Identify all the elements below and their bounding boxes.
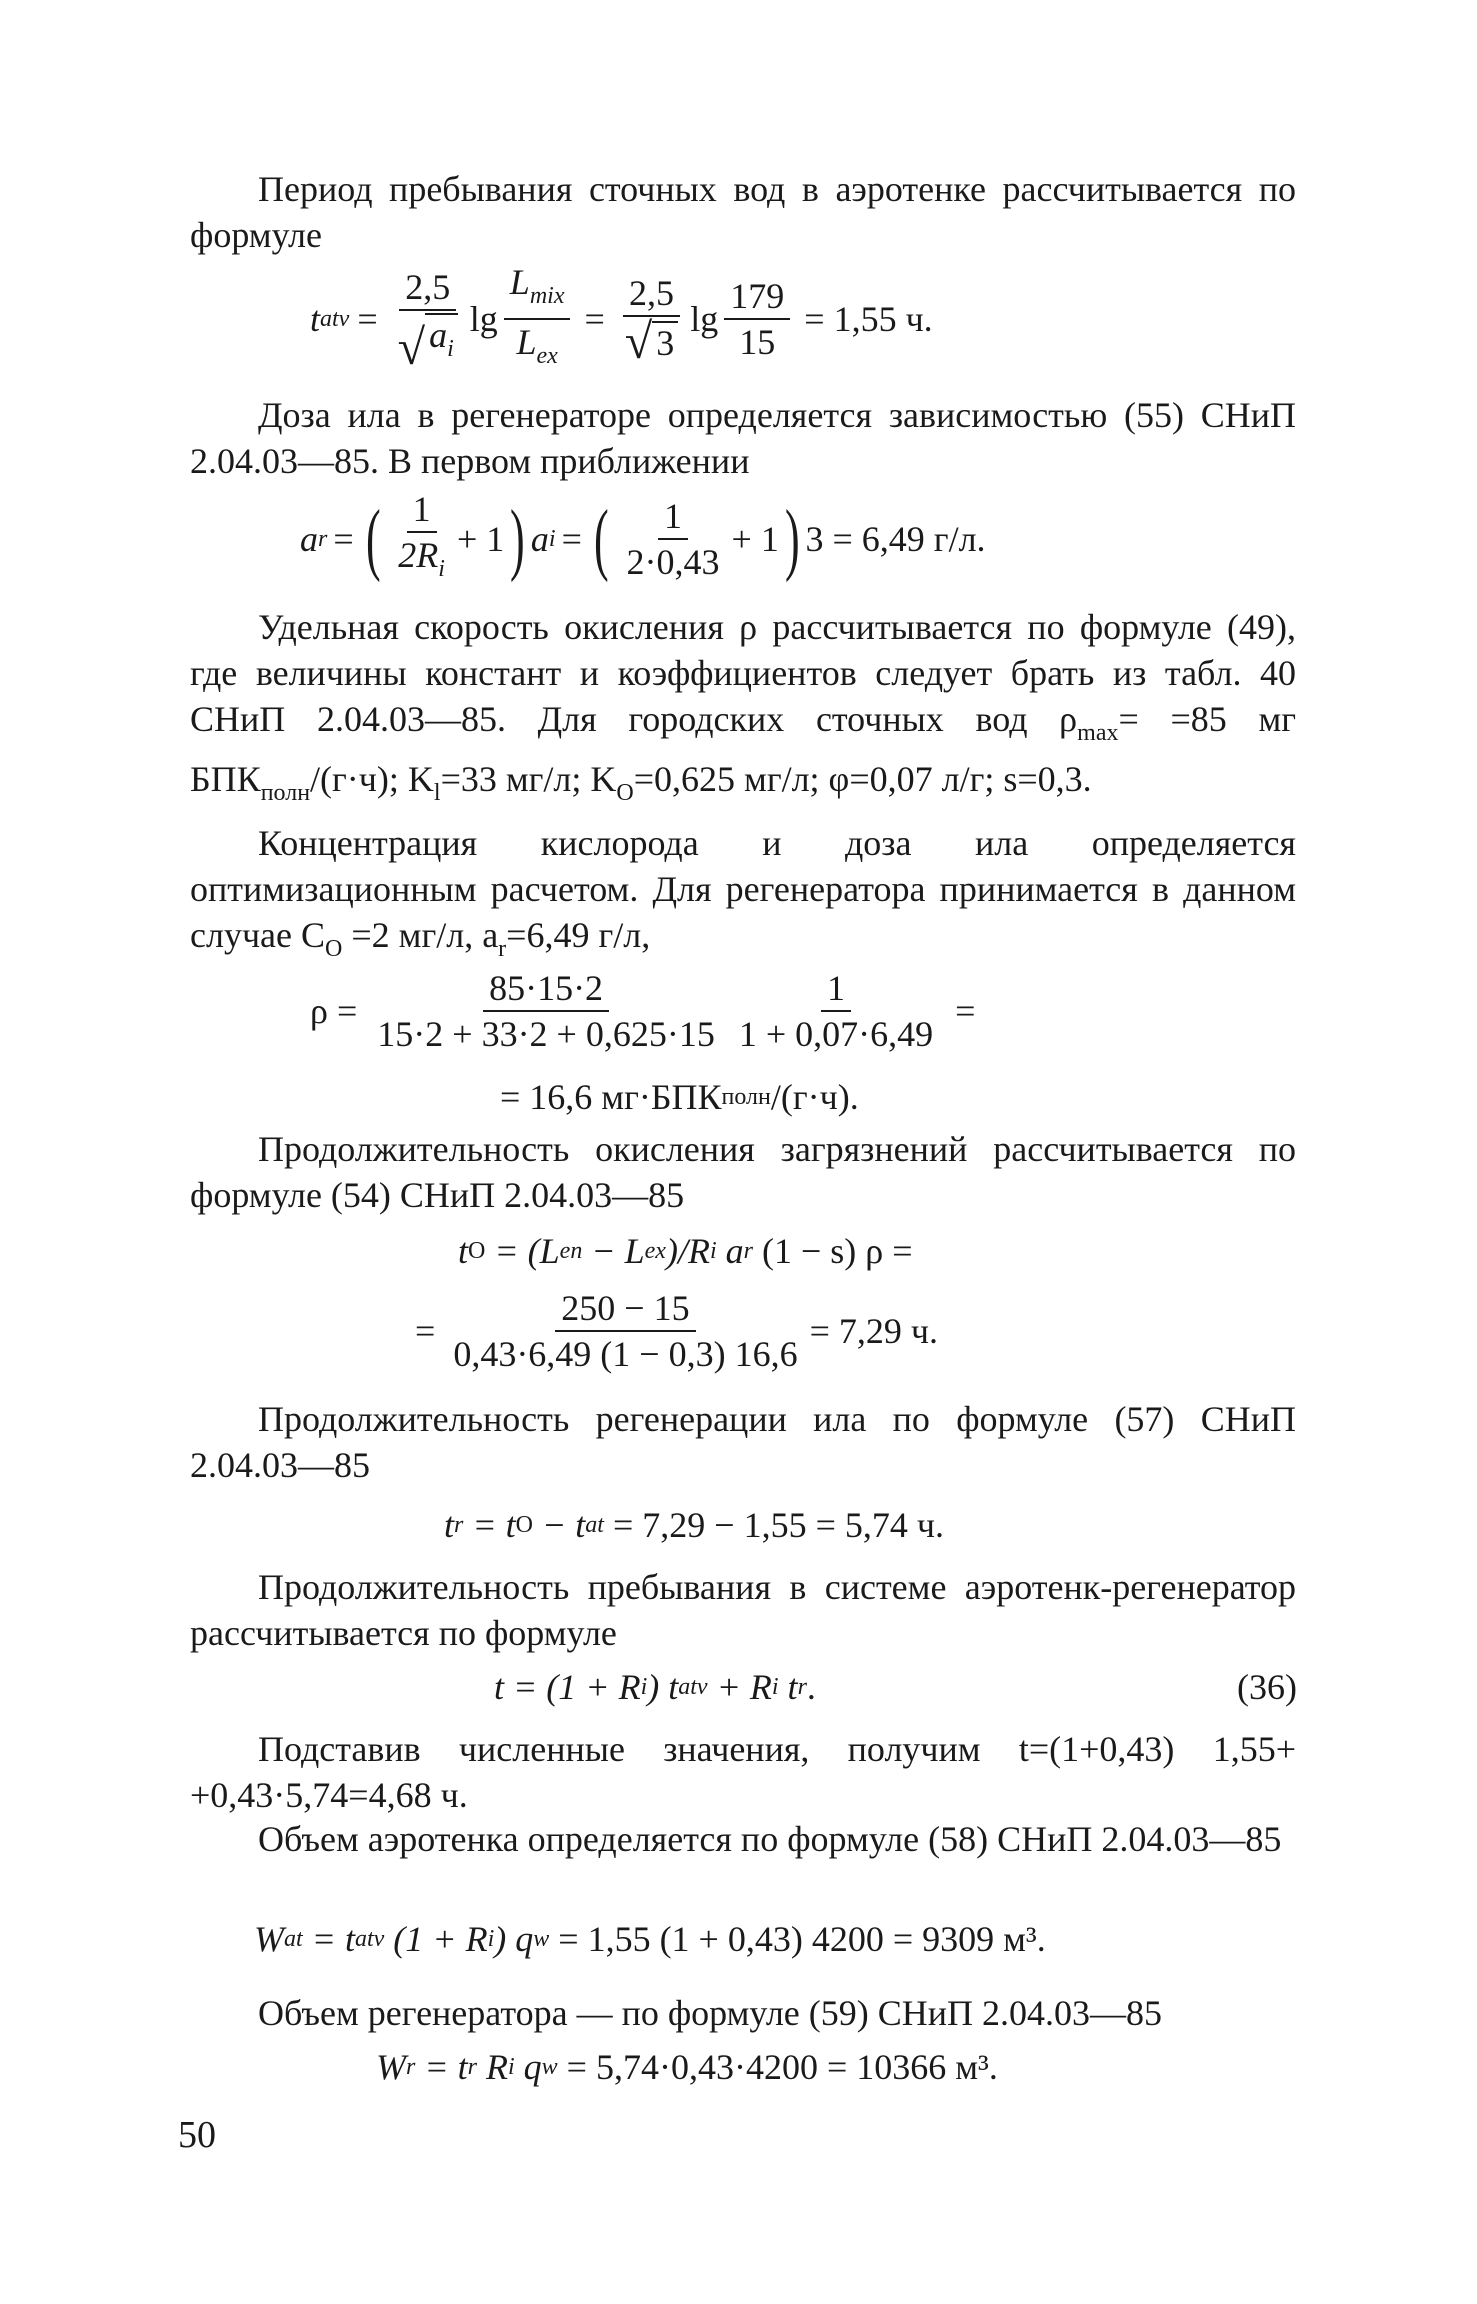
- formula-function: lg: [690, 299, 719, 339]
- formula-subscript: en: [559, 1238, 583, 1264]
- formula-symbol: W: [376, 2047, 406, 2087]
- formula-result: = 16,6 мг·БПК: [500, 1077, 722, 1117]
- paragraph-text: =2 мг/л, a: [342, 915, 499, 955]
- formula-symbol: t: [444, 1505, 455, 1545]
- fraction-numerator: 2,5: [623, 273, 680, 317]
- fraction: [621, 496, 726, 582]
- formula-to-line1: [458, 1228, 913, 1274]
- formula-symbol: L: [509, 262, 530, 302]
- formula-function: lg: [469, 299, 498, 339]
- paragraph-text: Продолжительность окисления загрязнений рассчитывается по формуле (54) СНиП 2.04.03—85: [190, 1129, 1296, 1215]
- formula-result: = 1,55 ч.: [804, 299, 933, 339]
- formula-symbol: a: [300, 519, 318, 559]
- formula-rho-result: [500, 1074, 859, 1120]
- formula-subscript: i: [507, 2054, 515, 2080]
- formula-term: (1 − s) ρ =: [752, 1231, 913, 1271]
- formula-subscript: i: [487, 1926, 495, 1952]
- formula-term: t = (1 + R: [494, 1667, 641, 1707]
- fraction-denominator: 15: [739, 322, 776, 362]
- formula-subscript: atv: [678, 1674, 708, 1700]
- formula-subscript: atv: [354, 1926, 385, 1952]
- paragraph-regeneration-duration: [190, 1396, 1296, 1488]
- fraction-numerator: 250 − 15: [555, 1288, 695, 1332]
- paragraph-residence-period: [190, 166, 1296, 258]
- subscript: l: [433, 780, 441, 806]
- fraction: [447, 1288, 803, 1374]
- fraction-numerator: 179: [724, 276, 790, 320]
- formula-term: = t: [415, 2047, 468, 2087]
- formula-term: − L: [582, 1231, 645, 1271]
- subscript: max: [1077, 720, 1119, 746]
- formula-term: a: [716, 1231, 744, 1271]
- paragraph-text: Продолжительность регенерации ила по формуле (57) СНиП 2.04.03—85: [190, 1399, 1296, 1485]
- formula-symbol: W: [254, 1919, 284, 1959]
- fraction-denominator: [392, 311, 464, 375]
- formula-symbol: t: [310, 299, 321, 339]
- formula-ar: a r = ( $\frac{1}{2R_i}$ + 1 ) a i = ( $\frac{1}{2\cdot 0,43}$ + 1 ) 3 = 6,49 г/л.: [300, 484, 986, 594]
- fraction-denominator: 15·2 + 33·2 + 0,625·15: [377, 1014, 715, 1054]
- fraction-numerator: 85·15·2: [483, 968, 609, 1012]
- formula-subscript: r: [318, 526, 328, 552]
- formula-operator: =: [357, 299, 378, 339]
- fraction-numerator: 2,5: [399, 267, 456, 311]
- fraction-denominator: 2·0,43: [626, 542, 720, 582]
- formula-subscript: r: [406, 2054, 416, 2080]
- formula-symbol: 2R: [398, 535, 439, 575]
- formula-t-total: [494, 1664, 816, 1710]
- fraction: [504, 262, 571, 376]
- subscript: O: [325, 936, 343, 962]
- formula-to-line2: = $\frac{250 - 15}{0,43\cdot 6,49 (1 - 0,3) 16,6}$ = 7,29 ч.: [415, 1288, 939, 1374]
- fraction-numerator: 1: [821, 968, 851, 1012]
- paragraph-substitution: [190, 1726, 1296, 1818]
- fraction-denominator: 0,43·6,49 (1 − 0,3) 16,6: [453, 1334, 798, 1374]
- formula-term: R: [476, 2047, 508, 2087]
- formula-subscript: w: [541, 2054, 558, 2080]
- formula-subscript: i: [548, 526, 556, 552]
- fraction-denominator: [392, 533, 451, 589]
- subscript: r: [498, 936, 507, 962]
- page-number: 50: [178, 2114, 216, 2156]
- fraction: [392, 266, 464, 375]
- subscript: полн: [260, 780, 311, 806]
- formula-subscript: w: [533, 1926, 550, 1952]
- fraction-denominator: [510, 320, 563, 376]
- formula-subscript: ex: [644, 1238, 666, 1264]
- paragraph-text: Объем аэротенка определяется по формуле (58) СНиП 2.04.03—85: [258, 1819, 1282, 1859]
- formula-subscript: ex: [536, 343, 558, 369]
- formula-subscript: полн: [721, 1084, 771, 1110]
- paragraph-text: Концентрация кислорода и доза ила определяется оптимизационным расчетом. Для регенератора принимается в данном случае C: [190, 823, 1296, 955]
- formula-subscript: at: [585, 1512, 604, 1538]
- formula-subscript: O: [515, 1512, 533, 1538]
- paragraph-system-duration: [190, 1564, 1296, 1656]
- formula-result: 3 = 6,49 г/л.: [805, 519, 986, 559]
- formula-term: + 1: [456, 519, 505, 559]
- formula-term: + 1: [731, 519, 779, 559]
- paragraph-sludge-dose: [190, 392, 1296, 484]
- formula-subscript: atv: [320, 306, 350, 332]
- paragraph-text: Подставив численные значения, получим t=(1+0,43) 1,55+ +0,43·5,74=4,68 ч.: [190, 1729, 1296, 1815]
- formula-operator: =: [584, 299, 605, 339]
- formula-subscript: mix: [529, 283, 565, 309]
- formula-term: .: [806, 1667, 816, 1707]
- fraction-numerator: 1: [407, 489, 437, 533]
- formula-symbol: ρ =: [310, 991, 358, 1031]
- formula-subscript: i: [640, 1674, 648, 1700]
- formula-subscript: r: [743, 1238, 753, 1264]
- formula-subscript: i: [438, 556, 445, 582]
- fraction-denominator: 1 + 0,07·6,49: [738, 1014, 934, 1054]
- sqrt-symbol: √ 3: [625, 319, 678, 363]
- formula-term: = t: [463, 1505, 516, 1545]
- formula-term: ) t: [647, 1667, 679, 1707]
- fraction: [733, 968, 939, 1054]
- subscript: O: [616, 780, 634, 806]
- paragraph-text: Доза ила в регенераторе определяется зависимостью (55) СНиП 2.04.03—85. В первом приближении: [190, 395, 1296, 481]
- formula-subscript: i: [771, 1674, 779, 1700]
- paragraph-oxidation-rate: [190, 604, 1296, 816]
- formula-result: = 7,29 ч.: [809, 1311, 939, 1351]
- paragraph-text: Период пребывания сточных вод в аэротенке рассчитывается по формуле: [190, 169, 1296, 255]
- fraction: [724, 276, 790, 362]
- formula-result: /(г·ч).: [770, 1077, 859, 1117]
- fraction-denominator: [619, 312, 684, 369]
- paragraph-text: /(г·ч); K: [310, 759, 434, 799]
- paragraph-text: Объем регенератора — по формуле (59) СНиП 2.04.03—85: [258, 1993, 1163, 2033]
- formula-symbol: L: [516, 322, 537, 362]
- paragraph-oxygen-concentration: [190, 820, 1296, 972]
- sqrt-symbol: √ $a_i$: [398, 313, 458, 369]
- formula-term: ) q: [494, 1919, 534, 1959]
- formula-term: q: [514, 2047, 542, 2087]
- formula-term: − t: [533, 1505, 586, 1545]
- formula-value: 3: [652, 321, 678, 363]
- formula-subscript: r: [797, 1674, 807, 1700]
- formula-subscript: i: [447, 335, 454, 362]
- formula-term: (1 + R: [384, 1919, 488, 1959]
- paragraph-text: Удельная скорость окисления ρ рассчитывается по формуле (49), где величины констант и коэффициентов следует брать из табл. 40 СНиП 2.04.03—85. Для городских сточных вод ρ: [190, 607, 1296, 739]
- formula-term: )/R: [665, 1231, 710, 1271]
- paragraph-text: =6,49 г/л,: [506, 915, 651, 955]
- formula-subscript: O: [468, 1238, 486, 1264]
- formula-symbol: a: [429, 314, 448, 355]
- fraction-numerator: 1: [658, 496, 688, 540]
- formula-term: t: [778, 1667, 798, 1707]
- formula-symbol: t: [458, 1231, 469, 1271]
- fraction: [371, 968, 721, 1054]
- fraction: [392, 489, 451, 589]
- paragraph-text: = =85 мг БПК: [190, 699, 1296, 799]
- formula-tr: [444, 1502, 944, 1548]
- paragraph-oxidation-duration: [190, 1126, 1296, 1218]
- paragraph-text: Продолжительность пребывания в системе аэротенк-регенератор рассчитывается по формуле: [190, 1567, 1296, 1653]
- formula-tatv: [310, 264, 933, 374]
- fraction-numerator: [504, 262, 571, 320]
- formula-result: = 1,55 (1 + 0,43) 4200 = 9309 м³.: [549, 1919, 1046, 1959]
- formula-result: = 5,74·0,43·4200 = 10366 м³.: [557, 2047, 998, 2087]
- formula-rho: [310, 956, 975, 1066]
- formula-subscript: at: [284, 1926, 303, 1952]
- formula-term: = (L: [485, 1231, 560, 1271]
- formula-symbol: a: [530, 519, 549, 559]
- paragraph-regenerator-volume: [190, 1990, 1296, 2036]
- formula-term: = t: [302, 1919, 355, 1959]
- formula-subscript: i: [709, 1238, 717, 1264]
- formula-subscript: r: [454, 1512, 464, 1538]
- equation-number: (36): [1237, 1667, 1297, 1707]
- paragraph-aerotank-volume: [190, 1816, 1296, 1862]
- paragraph-text: =33 мг/л; K: [440, 759, 617, 799]
- formula-wat: [254, 1916, 1046, 1962]
- formula-subscript: r: [467, 2054, 477, 2080]
- fraction: [619, 272, 684, 369]
- paragraph-text: =0,625 мг/л; φ=0,07 л/г; s=0,3.: [633, 759, 1092, 799]
- formula-operator: =: [955, 991, 976, 1031]
- formula-result: = 7,29 − 1,55 = 5,74 ч.: [603, 1505, 944, 1545]
- formula-wr: [376, 2044, 998, 2090]
- formula-term: + R: [707, 1667, 772, 1707]
